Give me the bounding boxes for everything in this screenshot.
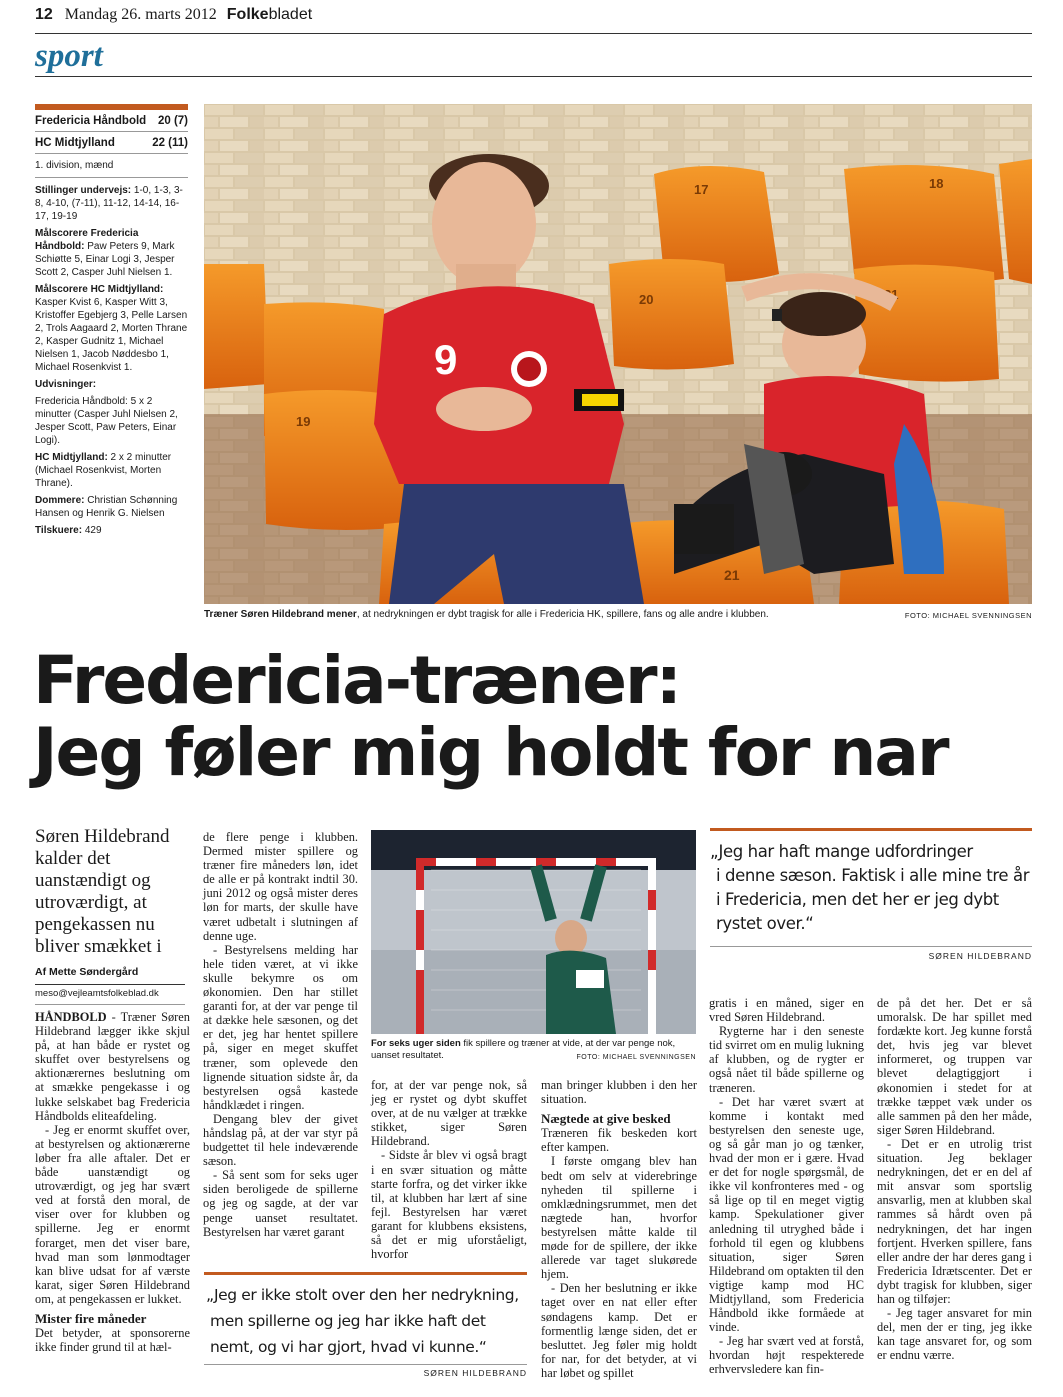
email-rule [35,1004,185,1005]
byline-rule [35,984,185,985]
match-stats [35,184,188,537]
stat-label: Dommere: [35,495,85,506]
main-caption-text: , at nedrykningen er dybt tragisk for alle i Fredericia HK, spillere, fans og alle andre i klubben. [356,609,769,620]
quote2-line: nemt, og vi har gjort, hvad vi kunne.“ [210,1338,487,1356]
stat-text: Kasper Kvist 6, Kasper Witt 3, Kristoffer Egebjerg 3, Pelle Larsen 2, Trols Aagaard 2, Morten Thrane 2, Kasper Gudnitz 1, Michael Nielsen 1, Jacob Nøddesbo 1, Michael Rosenkvist 1. [35,297,188,373]
quote2-line: men spillerne og jeg har ikke haft det [210,1312,486,1330]
home-team: Fredericia Håndbold [35,115,147,127]
seat-number: 20 [639,292,654,307]
col4-paragraph: Træneren fik beskeden kort efter kampen. [541,1126,697,1155]
division: 1. division, mænd [35,154,188,178]
section-rule [35,76,1032,77]
seat-number: 19 [296,414,311,429]
col5-paragraph: Rygterne har i den seneste tid svirret om en mulig lukning af klubben, og de rygter er også nået til både spillerne og træneren. [709,1024,864,1095]
headline-line-2: Jeg føler mig holdt for nar [33,714,948,791]
pull-quote-1 [710,840,1040,936]
small-caption-lead: For seks uger siden [371,1038,461,1049]
headline-line-1: Fredericia-træner: [33,642,680,719]
small-photo [371,830,696,1034]
col4-paragraph: - Den her beslutning er ikke taget over en nat eller efter søndagens kamp. Det er formentlig længe siden, det er besluttet. Jeg føler mig holdt for nar, for det betyder, at vi har løbet og spillet [541,1281,697,1380]
quote2-attr-rule [204,1364,527,1365]
section-label: sport [35,38,103,74]
col4-paragraph: man bringer klubben i den her situation. [541,1078,697,1107]
col6-paragraph: - Det er en utrolig trist situation. Jeg beklager nedrykningen, det er en del af mit ansvar som sportslig ansvarlig, men at klubben skal rammes så hårdt oven på nedrykningen, det har ingen fortjent. Hverken spillere, fans eller andre der har deres gang i Fredericia Idrætscenter. Det er dybt tragisk for klubben, siger han og tilføjer: [877,1136,1032,1306]
quote1-attribution: SØREN HILDEBRAND [928,951,1032,961]
main-caption-lead: Træner Søren Hildebrand mener [204,609,357,620]
quote2-rule [204,1272,527,1275]
quote2-attribution: SØREN HILDEBRAND [423,1368,527,1378]
page-date: Mandag 26. marts 2012 [64,6,217,23]
seat-number: 17 [694,182,709,197]
paper-name [227,6,312,23]
score-row-away [35,132,188,154]
subhead-mister: Mister fire måneder [35,1310,147,1326]
small-photo-caption [371,1038,696,1062]
quote2-line: „Jeg er ikke stolt over den her nedrykning, [206,1286,519,1304]
small-photo-credit: FOTO: MICHAEL SVENNINGSEN [576,1054,696,1061]
main-photo [204,104,1032,604]
author-email[interactable]: meso@vejleamtsfolkeblad.dk [35,988,159,999]
away-team: HC Midtjylland [35,137,115,149]
col3-paragraph: - Sidste år blev vi også bragt i en svær situation og måtte starte forfra, og det virker ikke til, at klubben har lært af sine fejl. Bestyrelsen har været garant for klubbens eksistens, så det er mig uforståeligt, hvorfor [371,1148,527,1262]
quote1-line: rystet over.“ [716,914,814,933]
col1-p1: - Træner Søren Hildebrand lægger ikke skjul på, at han både er rystet og skuffet over bestyrelsens og aktionærernes beslutning om at smække pengekasse i og lukke selskabet bag Fredericia Håndbolds eliteafdeling. [35,1010,190,1123]
col5-paragraph: - Jeg har svært ved at forstå, hvordan højt respekterede erhvervsledere kan fin- [709,1334,864,1377]
stat-text: Paw Peters 9, Mark Schiøtte 5, Einar Logi 3, Jesper Scott 2, Casper Juhl Nielsen 1. [35,241,175,278]
main-photo-credit: FOTO: MICHAEL SVENNINGSEN [904,611,1032,620]
page-header [35,6,1032,32]
stat-item [35,227,188,279]
quote1-attr-rule [710,946,1032,947]
stat-text: 1-0, 1-3, 3-8, 4-10, (7-11), 11-12, 14-14, 16-17, 19-19 [35,185,183,222]
article-column-6 [877,996,1032,1362]
page-number: 12 [35,6,53,23]
stat-label: Målscorere HC Midtjylland: [35,284,164,295]
jersey-number: 9 [434,336,458,383]
kicker: HÅNDBOLD [35,1010,107,1024]
stat-item [35,494,188,520]
article-column-1 [35,1010,190,1354]
col1-paragraph: - Jeg er enormt skuffet over, at bestyrelsen og aktionærerne løber fra alle aftaler. Det er både uanstændigt og utroværdigt, og jeg har svært ved at forstå den moral, de viser over for klubben og spillerne. Jeg er enormt forarget, men det viser bare, hvad man som lønmodtager kan blive udsat for af værste karat, siger Søren Hildebrand om, at pengekassen er lukket. [35,1122,190,1306]
score-row-home [35,110,188,132]
col6-paragraph: de på det her. Det er så umoralsk. De har spillet med fordækte kort. Jeg kunne forstå det, hvis jeg var blevet informeret, og truppen var blevet delagtiggjort i økonomien i stedet for at trække tæppet væk under os alle sammen på den her måde, siger Søren Hildebrand. [877,996,1032,1137]
small-photo-image [371,830,696,1034]
article-column-2 [203,830,358,1239]
byline: Af Mette Søndergård [35,966,139,978]
quote1-rule [710,828,1032,831]
col2-paragraph: - Bestyrelsens melding har hele tiden været, at vi ikke skulle bekymre os om økonomien. Den har stillet garanti for, at der var penge til at dække hele sæsonen, og det er det, jeg har hentet spillere på, siger en meget skuffet træner, som oplevede den lignende situation sidste år, da bestyrelsen også kastede håndklædet i ringen. [203,942,358,1112]
stat-text: Christian Schønning Hansen og Henrik G. Nielsen [35,495,178,519]
home-score: 20 (7) [157,115,188,127]
col4-paragraph: I første omgang blev han bedt om selv at viderebringe nyheden til spillerne i omklædningsrummet, men det nægtede han, hvorfor bestyrelsen måtte kalde til møde for de spillere, der ikke allerede var taget slukørede hjem. [541,1154,697,1282]
article-column-3 [371,1078,527,1261]
stat-item [35,378,188,391]
col2-paragraph: de flere penge i klubben. Dermed mister spillere og træner fire måneders løn, idet de alle er på kontrakt indtil 30. juni 2012 og også mister deres løn for marts, der skulle have været udbetalt i slutningen af denne uge. [203,830,358,943]
paper-name-bold: Folke [226,6,269,23]
col6-paragraph: - Jeg tager ansvaret for min del, men der er ting, jeg ikke kan tage ansvaret for, og som er endnu værre. [877,1306,1032,1363]
quote1-line: i denne sæson. Faktisk i alle mine tre år [716,866,1030,885]
col5-paragraph: - Det har været svært at komme i kontakt med bestyrelsen den seneste uge, og så går man jo og tænker, hvad der mon er i gære. Hvad er det for nogle spørgsmål, de ikke vil konfronteres med - og så lige op til en meget vigtig kamp. Spekulationer giver anledning til utryghed både i forhold til egen og klubbens situation, siger Søren Hildebrand om optakten til den vigtige kamp mod HC Midtjylland, som Fredericia Håndbold ikke formåede at vinde. [709,1094,864,1335]
stat-label: Stillinger undervejs: [35,185,132,196]
stat-item [35,524,188,537]
col1-paragraph: Det betyder, at sponsorerne ikke finder grund til at hæl- [35,1326,190,1355]
away-score: 22 (11) [152,137,188,149]
seat-number: 18 [929,176,944,191]
stat-label: Målscorere Fredericia Håndbold: [35,228,139,252]
stat-label: Udvisninger: [35,379,97,390]
small-caption-text: fik spillere og træner at vide, at der var penge nok, uanset resultatet. [371,1038,676,1061]
stat-text: Fredericia Håndbold: 5 x 2 minutter (Casper Juhl Nielsen 2, Jesper Scott, Paw Peters, Einar Logi). [35,396,178,446]
article-column-5 [709,996,864,1377]
subhead-naegtede: Nægtede at give besked [541,1111,671,1127]
col5-paragraph: gratis i en måned, siger en vred Søren Hildebrand. [709,996,864,1025]
seat-number: 21 [884,287,899,302]
header-rule [35,33,1032,34]
col1-paragraph [35,1010,190,1123]
stat-item [35,395,188,447]
stat-item [35,283,188,374]
stat-item [35,184,188,223]
col2-paragraph: - Så sent som for seks uger siden beroligede de spillerne og jeg og sagde, at der var penge uanset resultatet. Bestyrelsen har været garant [203,1168,358,1239]
article-column-4 [541,1078,697,1380]
col3-paragraph: for, at der var penge nok, så jeg er rystet og dybt skuffet over, at de nu vælger at trække stikket, siger Søren Hildebrand. [371,1078,527,1149]
scorecard [35,104,188,541]
main-photo-image [204,104,1032,604]
stat-text: 429 [82,525,102,536]
col2-paragraph: Dengang blev der givet håndslag på, at der var styr på budgettet til hele indeværende sæson. [203,1111,358,1169]
pull-quote-2 [206,1282,536,1360]
quote1-line: „Jeg har haft mange udfordringer [710,842,973,861]
seat-number: 21 [724,567,740,583]
stat-label: HC Midtjylland: [35,452,108,463]
paper-name-rest: bladet [268,6,313,23]
stat-item [35,451,188,490]
lede: Søren Hildebrand kalder det uanstændigt og utroværdigt, at pengekassen nu bliver smækket i [35,826,170,957]
main-photo-caption [204,609,1032,620]
stat-text: 2 x 2 minutter (Michael Rosenkvist, Morten Thrane). [35,452,172,489]
stat-label: Tilskuere: [35,525,83,536]
headline [33,642,1033,791]
quote1-line: i Fredericia, men det her er jeg dybt [716,890,999,909]
